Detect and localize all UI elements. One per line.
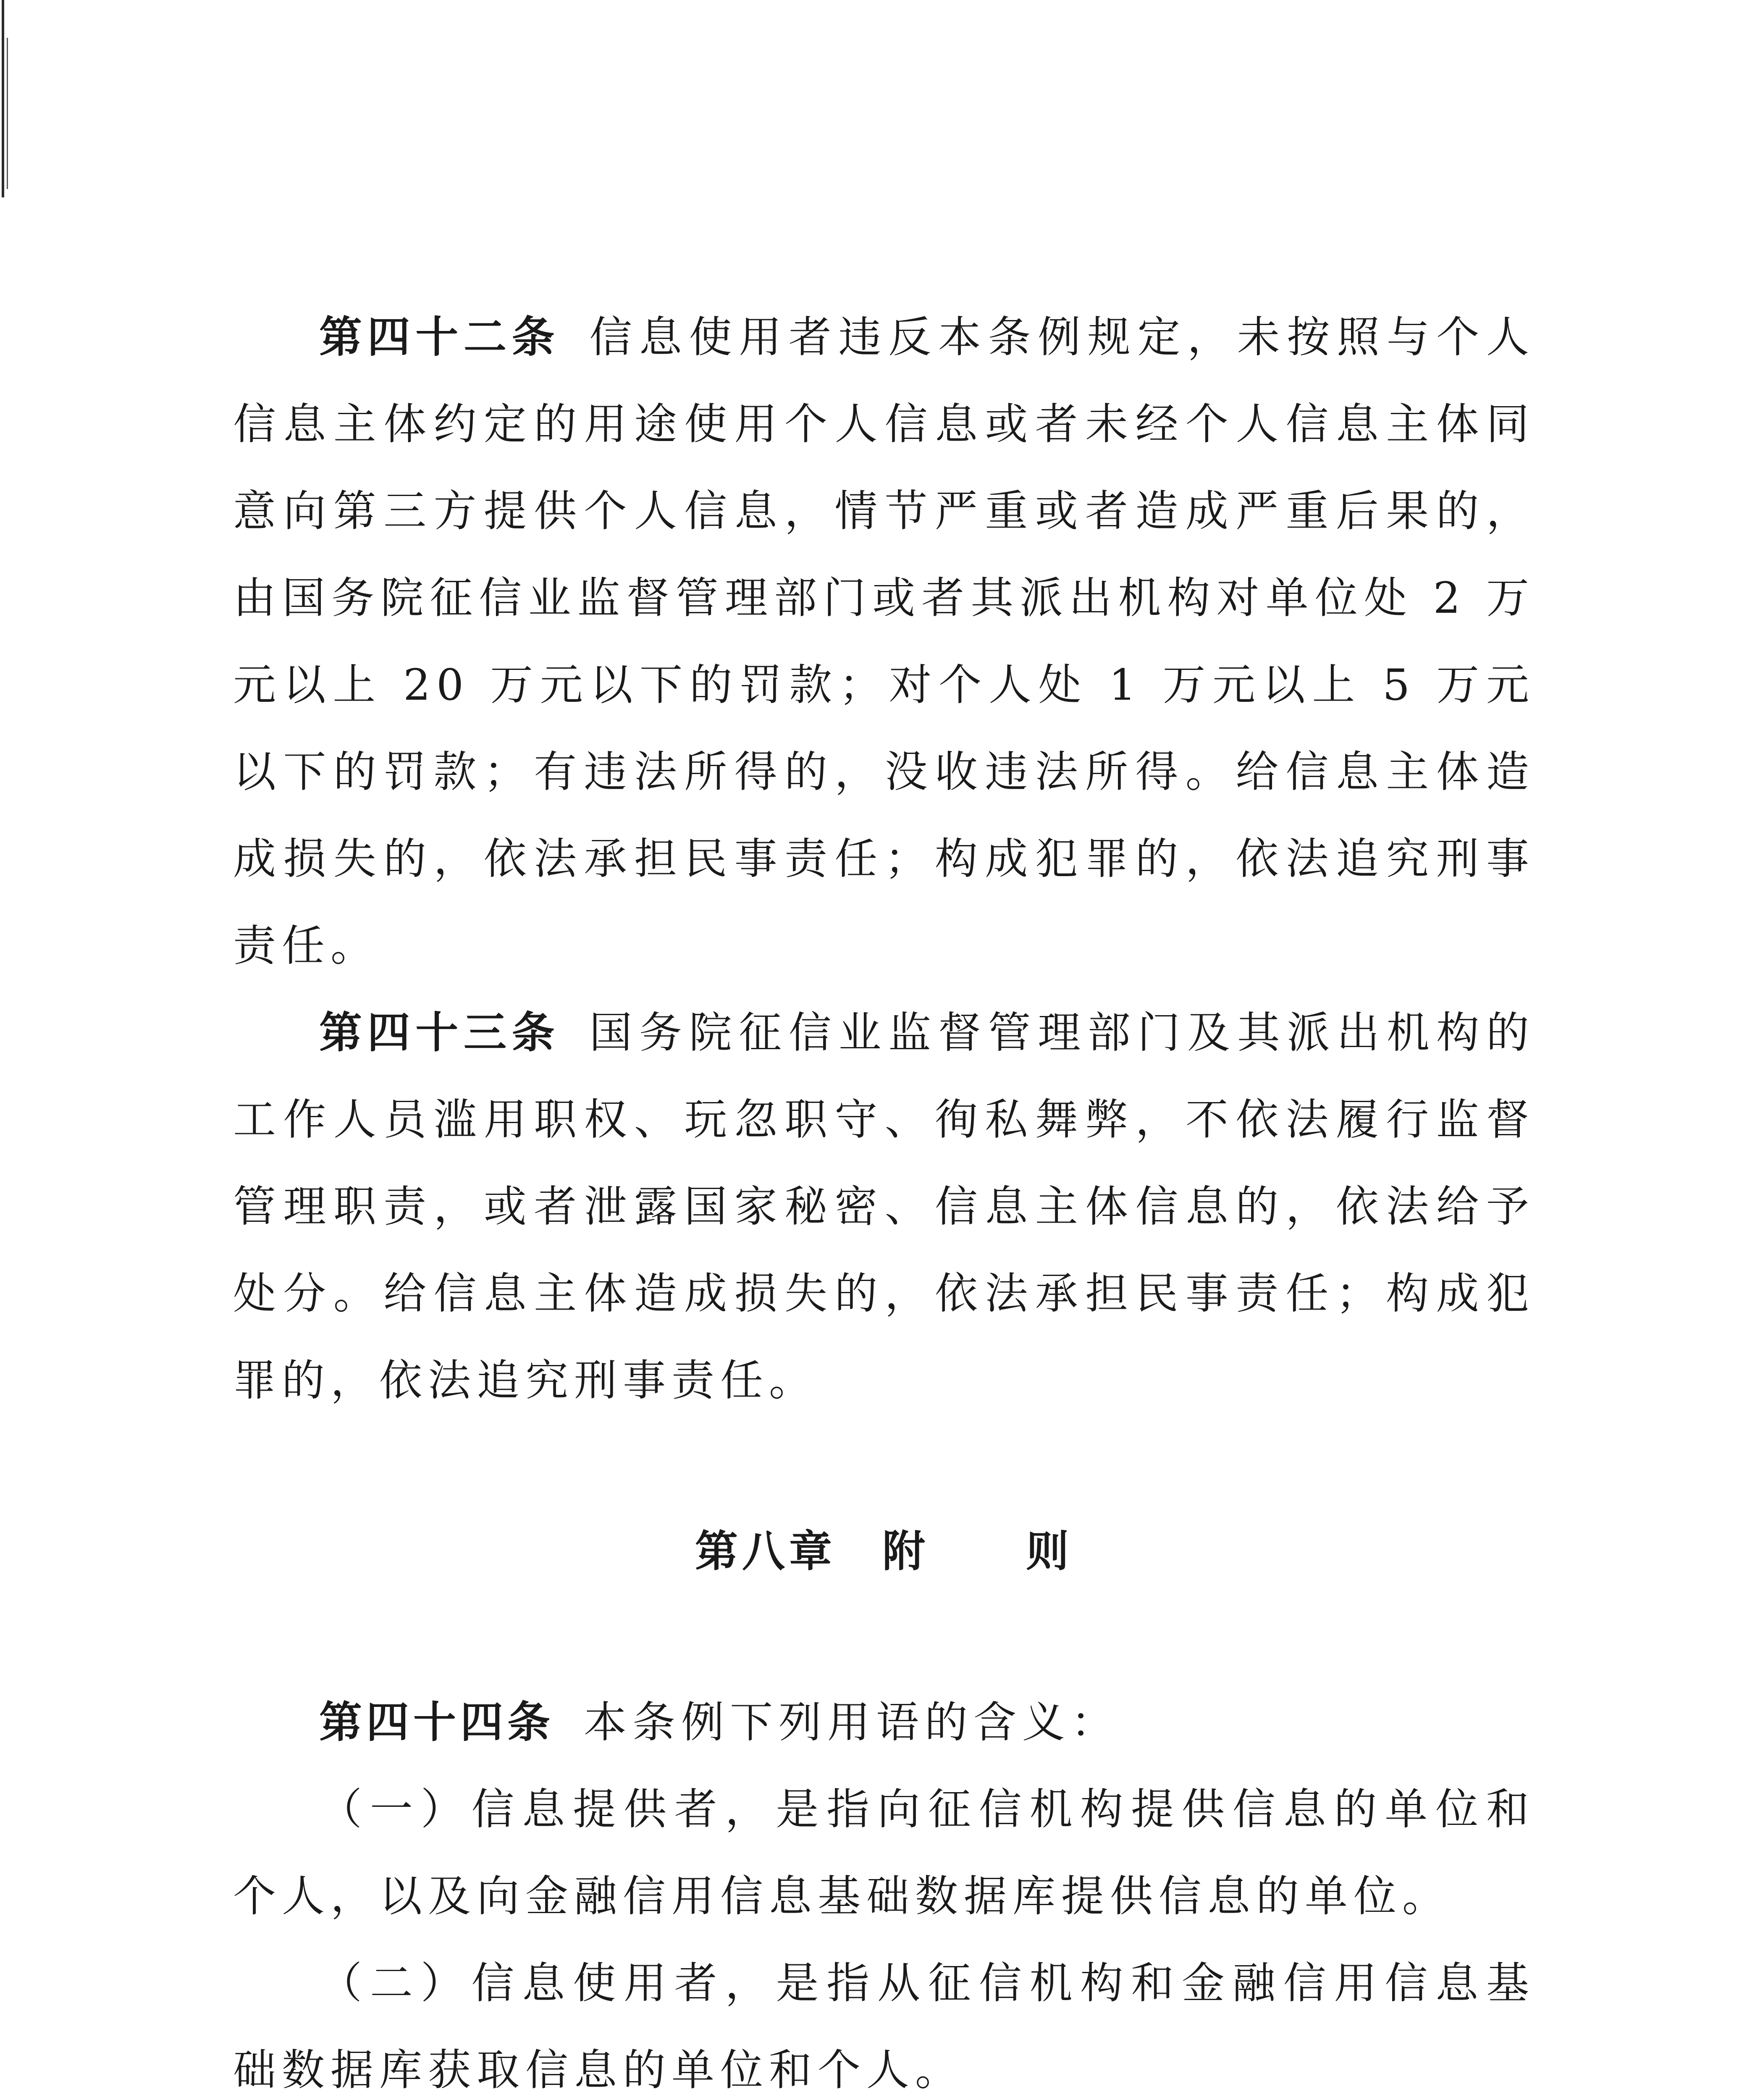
section-spacer xyxy=(233,1424,1535,1508)
chapter-title-part-1: 附 xyxy=(882,1527,929,1577)
article-43-number: 第四十三条 xyxy=(319,1008,560,1058)
article-44-text: 本条例下列用语的含义： xyxy=(584,1698,1120,1748)
chapter-title-part-2: 则 xyxy=(1026,1527,1073,1577)
article-44-number: 第四十四条 xyxy=(319,1698,554,1748)
definition-item: （二）信息使用者，是指从征信机构和金融信用信息基础数据库获取信息的单位和个人。 xyxy=(233,1958,1535,2095)
article-42 xyxy=(233,294,1535,990)
binding-edge-mark xyxy=(2,0,4,197)
chapter-number: 第八章 xyxy=(695,1527,836,1577)
chapter-heading xyxy=(233,1508,1535,1595)
article-44 xyxy=(233,1679,1535,1766)
definition-item: （一）信息提供者，是指向征信机构提供信息的单位和个人，以及向金融信用信息基础数据库提供信息的单位。 xyxy=(233,1785,1535,1922)
article-42-text: 信息使用者违反本条例规定，未按照与个人信息主体约定的用途使用个人信息或者未经个人信息主体同意向第三方提供个人信息，情节严重或者造成严重后果的，由国务院征信业监督管理部门或者其派出机构对单位处 2 万元以上 20 万元以下的罚款；对个人处 1 万元以上 5 万元以下的罚款；有违法所得的，没收违法所得。给信息主体造成损失的，依法承担民事责任；构成犯罪的，依法追究刑事责任。 xyxy=(233,312,1535,971)
document-body xyxy=(233,294,1535,2100)
article-43 xyxy=(233,990,1535,1424)
binding-edge-mark-inner xyxy=(7,38,8,189)
article-43-text: 国务院征信业监督管理部门及其派出机构的工作人员滥用职权、玩忽职守、徇私舞弊，不依法履行监督管理职责，或者泄露国家秘密、信息主体信息的，依法给予处分。给信息主体造成损失的，依法承担民事责任；构成犯罪的，依法追究刑事责任。 xyxy=(233,1008,1535,1406)
article-42-number: 第四十二条 xyxy=(319,312,560,362)
section-spacer xyxy=(233,1595,1535,1679)
